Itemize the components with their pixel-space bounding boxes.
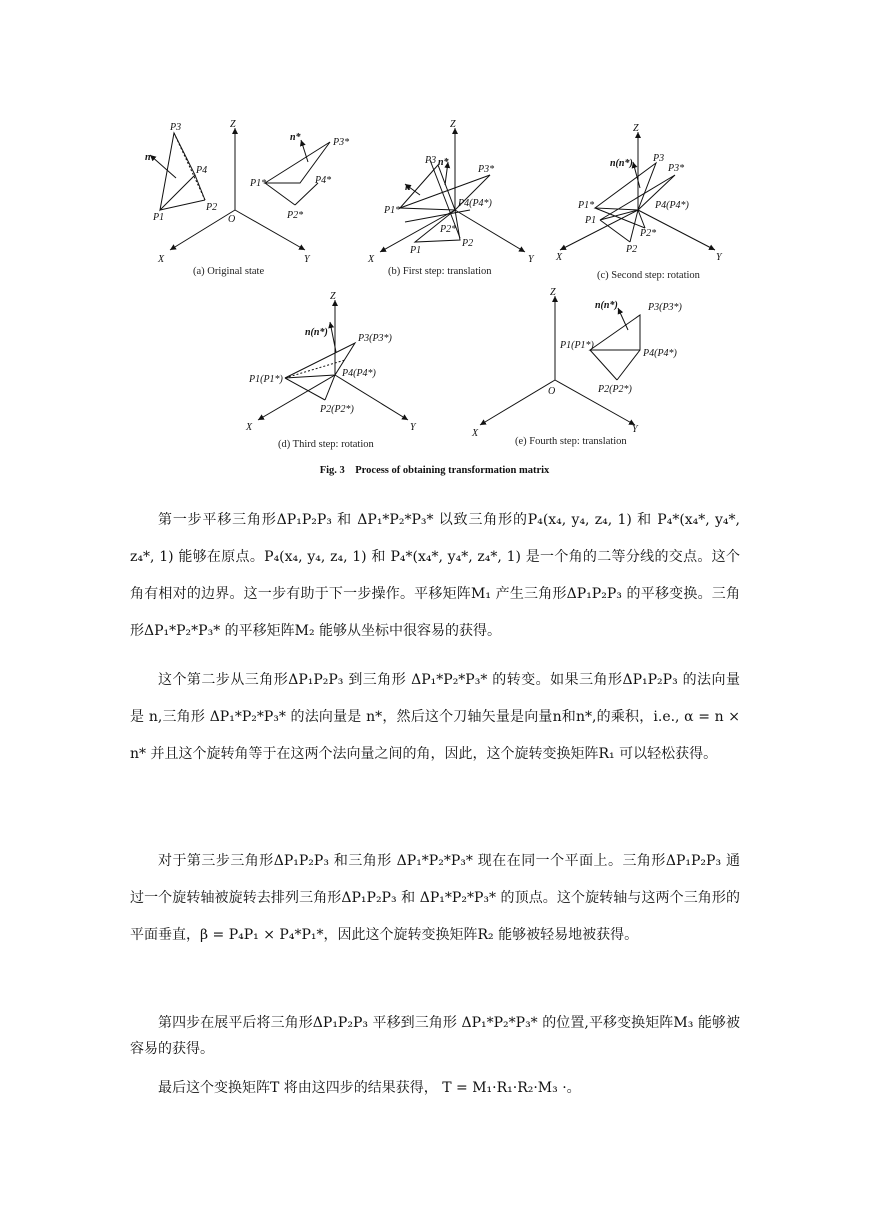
- axis-x-label: X: [158, 254, 165, 265]
- point-label: P3: [653, 153, 665, 164]
- axis-x-label: X: [368, 254, 375, 265]
- paragraph-final: 最后这个变换矩阵T 将由这四步的结果获得， T = M₁·R₁·R₂·M₃ ·。: [158, 1080, 581, 1096]
- axis-z-label: Z: [633, 123, 639, 134]
- point-label: P3*: [478, 164, 495, 175]
- point-label: P1: [585, 215, 597, 226]
- point-label: n(n*): [305, 327, 328, 338]
- point-label: P3*: [668, 163, 685, 174]
- axis-y-label: Y: [304, 254, 310, 265]
- point-label: P3: [425, 155, 437, 166]
- figure-3: [0, 0, 869, 470]
- point-label: P2(P2*): [598, 384, 632, 395]
- point-label: P2: [206, 202, 218, 213]
- axis-x-label: X: [246, 422, 253, 433]
- point-label: P4(P4*): [655, 200, 689, 211]
- axis-z-label: Z: [550, 287, 556, 298]
- panel-d: [258, 300, 408, 420]
- point-label: P2*: [287, 210, 304, 221]
- axis-z-label: Z: [330, 291, 336, 302]
- axis-z-label: Z: [230, 119, 236, 130]
- point-label: P1: [410, 245, 422, 256]
- point-label: n: [405, 182, 411, 193]
- panel-caption: (b) First step: translation: [388, 266, 492, 277]
- panel-caption: (d) Third step: rotation: [278, 439, 374, 450]
- point-label: n(n*): [595, 300, 618, 311]
- paragraph-step4: 第四步在展平后将三角形ΔP₁P₂P₃ 平移到三角形 ΔP₁*P₂*P₃* 的位置,平移变换矩阵M₃ 能够被容易的获得。: [130, 1015, 740, 1057]
- point-label: P2: [462, 238, 474, 249]
- point-label: n*: [290, 132, 301, 143]
- point-label: P4(P4*): [643, 348, 677, 359]
- origin-label: O: [228, 214, 236, 225]
- point-label: P4(P4*): [458, 198, 492, 209]
- point-label: P4*: [315, 175, 332, 186]
- panel-a: [150, 128, 330, 250]
- figure-caption: Fig. 3 Process of obtaining transformation matrix: [319, 465, 550, 476]
- axis-y-label: Y: [632, 424, 638, 435]
- point-label: P4(P4*): [342, 368, 376, 379]
- point-label: n: [145, 152, 151, 163]
- point-label: P1(P1*): [560, 340, 594, 351]
- axis-z-label: Z: [450, 119, 456, 130]
- axis-y-label: Y: [716, 252, 722, 263]
- point-label: P1: [153, 212, 165, 223]
- origin-label: O: [548, 386, 556, 397]
- panel-c: [560, 132, 715, 250]
- panel-caption: (e) Fourth step: translation: [515, 436, 627, 447]
- point-label: P2: [626, 244, 638, 255]
- point-label: P3(P3*): [358, 333, 392, 344]
- axis-y-label: Y: [410, 422, 416, 433]
- paragraph-step3: 对于第三步三角形ΔP₁P₂P₃ 和三角形 ΔP₁*P₂*P₃* 现在在同一个平面上。三角形ΔP₁P₂P₃ 通过一个旋转轴被旋转去排列三角形ΔP₁P₂P₃ 和 ΔP₁*P₂*P₃* 的顶点。这个旋转轴与这两个三角形的平面垂直，β = P₄P₁ × P₄*P₁*，因此这个旋转变换矩阵R₂ 能够被轻易地被获得。: [130, 853, 740, 943]
- point-label: P1*: [384, 205, 401, 216]
- panel-caption: (c) Second step: rotation: [597, 270, 700, 281]
- point-label: P2*: [440, 224, 457, 235]
- point-label: P1*: [250, 178, 267, 189]
- point-label: n(n*): [610, 158, 633, 169]
- point-label: P4: [196, 165, 208, 176]
- point-label: P2*: [640, 228, 657, 239]
- axis-x-label: X: [556, 252, 563, 263]
- point-label: P1*: [578, 200, 595, 211]
- point-label: P3*: [333, 137, 350, 148]
- paragraph-step1: 第一步平移三角形ΔP₁P₂P₃ 和 ΔP₁*P₂*P₃* 以致三角形的P₄(x₄, y₄, z₄, 1) 和 P₄*(x₄*, y₄*, z₄*, 1) 能够在原点。P₄(x₄, y₄, z₄, 1) 和 P₄*(x₄*, y₄*, z₄*, 1) 是一个角的二等分线的交点。这个角有相对的边界。这一步有助于下一步操作。平移矩阵M₁ 产生三角形ΔP₁P₂P₃ 的平移变换。三角形ΔP₁*P₂*P₃* 的平移矩阵M₂ 能够从坐标中很容易的获得。: [130, 512, 740, 639]
- point-label: n*: [438, 157, 449, 168]
- point-label: P3: [170, 122, 182, 133]
- point-label: P3(P3*): [648, 302, 682, 313]
- axis-y-label: Y: [528, 254, 534, 265]
- point-label: P2(P2*): [320, 404, 354, 415]
- point-label: P1(P1*): [249, 374, 283, 385]
- paragraph-step2: 这个第二步从三角形ΔP₁P₂P₃ 到三角形 ΔP₁*P₂*P₃* 的转变。如果三角形ΔP₁P₂P₃ 的法向量是 n,三角形 ΔP₁*P₂*P₃* 的法向量是 n*，然后这个刀轴矢量是向量n和n*,的乘积，i.e., α = n × n* 并且这个旋转角等于在这两个法向量之间的角，因此，这个旋转变换矩阵R₁ 可以轻松获得。: [130, 672, 740, 762]
- panel-caption: (a) Original state: [193, 266, 265, 277]
- axis-x-label: X: [472, 428, 479, 439]
- panel-e: [480, 296, 640, 425]
